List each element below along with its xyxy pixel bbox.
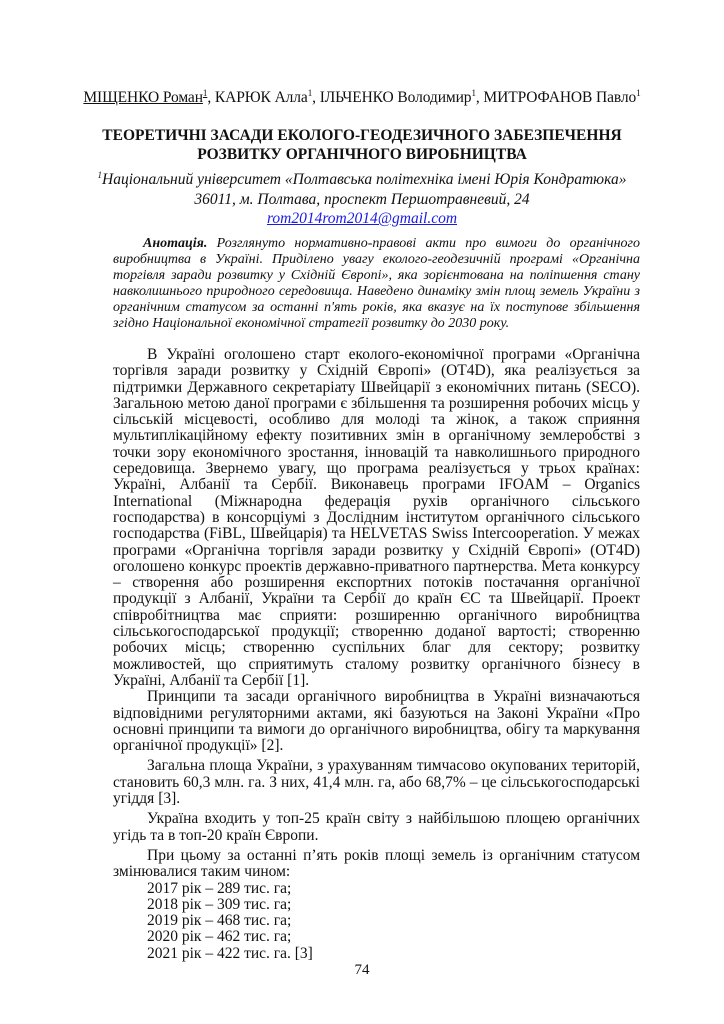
abstract-text: Розглянуто нормативно-правові акти про вимоги до органічного виробництва в Україні. Приділено увагу еколого-геодезичній програмі «Органічна торгівля заради розвитку у Східній Європі», яка зорієнтована на поліпшення стану навколишнього природного середовища. Наведено динаміку змін площ земель України з органічним статусом за останні п'ять років, яка вказує на їх поступове збільшення згідно Національної економічної стратегії розвитку до 2030 року. [113,236,640,331]
paragraph: Україна входить у топ-25 країн світу з найбільшою площею органічних угідь та в топ-20 країн Європи. [113,810,640,844]
author-name: ІЛЬЧЕНКО Володимир [319,89,472,107]
address: 36011, м. Полтава, проспект Першотравневий, 24 [194,190,530,208]
author-superscript: 1 [307,88,313,98]
paper-title [0,126,724,164]
affiliation [0,166,724,229]
list-item: 2017 рік – 289 тис. га; [147,879,292,897]
affiliation-superscript: 1 [97,170,102,180]
author-name: КАРЮК Алла [214,89,308,107]
author-superscript: 1 [202,88,208,98]
email-link[interactable]: rom2014rom2014@gmail.com [266,210,458,228]
list-item: 2020 рік – 462 тис. га; [147,928,292,946]
page-number: 74 [354,962,370,978]
list-item: 2019 рік – 468 тис. га; [147,912,292,930]
author-name: МІЩЕНКО Роман [83,89,203,107]
author-superscript: 1 [471,88,476,98]
list-item: 2018 рік – 309 тис. га; [147,895,292,913]
paragraph: Принципи та засади органічного виробництва в Україні визначаються відповідними регуляторними актами, які базуються на Законі України «Про основні принципи та вимоги до органічного виробництва, обігу та маркування органічної продукції» [2]. [113,688,640,755]
author-list: МІЩЕНКО Роман$^1$, КАРЮК Алла$^1$, ІЛЬЧЕНКО Володимир$^1$, МИТРОФАНОВ Павло$^1$ [83,88,641,107]
abstract [113,236,640,332]
paragraph: Загальна площа України, з урахуванням тимчасово окупованих територій, становить 60,3 млн. га. З них, 41,4 млн. га, або 68,7% – це сільськогосподарські угіддя [3]. [113,757,640,808]
institution: Національний університет «Полтавська політехніка імені Юрія Кондратюка» [102,171,627,189]
author-superscript: 1 [636,88,641,98]
paragraph: В Україні оголошено старт еколого-економічної програми «Органічна торгівля заради розвитку у Східній Європі» (OT4D), яка реалізується за підтримки Державного секретаріату Швейцарії з економічних питань (SECO). Загальною метою даної програми є збільшення та розширення робочих місць у сільській місцевості, особливо для молоді та жінок, а також сприяння мультиплікаційному ефекту позитивних змін в органічному землеробстві з точки зору економічного зростання, інновацій та навколишнього природного середовища. Звернемо увагу, що програма реалізується у трьох країнах: Україні, Албанії та Сербії. Виконавець програми IFOAM – Organics International (Міжнародна федерація рухів органічного сільського господарства) в консорціумі з Дослідним інститутом органічного сільського господарства (FiBL, Швейцарія) та HELVETAS Swiss Intercooperation. У межах програми «Органічна торгівля заради розвитку у Східній Європі» (OT4D) оголошено конкурс проектів державно-приватного партнерства. Мета конкурсу – створення або розширення експортних потоків постачання органічної продукції з Албанії, України та Сербії до країн ЄС та Швейцарії. Проект співробітництва має сприяти: розширенню органічного виробництва сільськогосподарської продукції; створенню доданої вартості; створенню робочих місць; створенню суспільних благ для сектору; розвитку можливостей, що сприятимуть сталому розвитку органічного бізнесу в Україні, Албанії та Сербії [1]. [113,346,640,689]
author-name: МИТРОФАНОВ Павло [483,89,637,107]
paragraph: При цьому за останні п’ять років площі земель із органічним статусом змінювалися таким чином: [113,846,640,881]
title-line: ТЕОРЕТИЧНІ ЗАСАДИ ЕКОЛОГО-ГЕОДЕЗИЧНОГО ЗАБЕЗПЕЧЕННЯ [102,127,622,144]
main-text [113,347,640,962]
list-item: 2021 рік – 422 тис. га. [3] [147,944,313,962]
abstract-label: Анотація. [143,236,208,251]
title-line: РОЗВИТКУ ОРГАНІЧНОГО ВИРОБНИЦТВА [197,146,527,163]
